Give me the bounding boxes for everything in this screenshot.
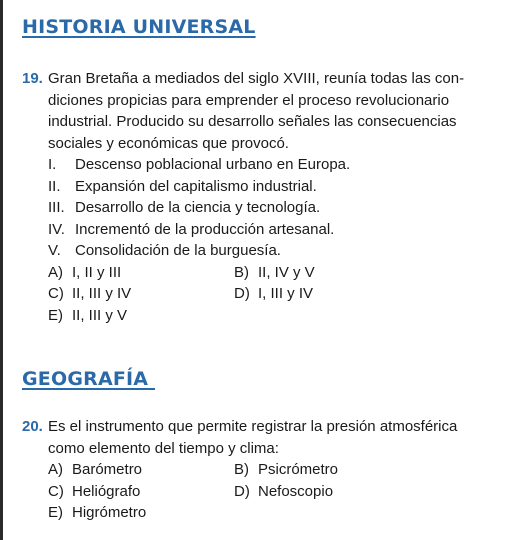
answer-option-a[interactable] [48, 459, 234, 481]
answer-option-d[interactable] [234, 481, 420, 503]
option-text: Nefoscopio [258, 482, 334, 500]
statement-numeral: IV. [48, 220, 65, 238]
answer-option-b[interactable] [234, 459, 420, 481]
statement-text: Descenso poblacional urbano en Europa. [75, 156, 351, 173]
statement-list [22, 154, 502, 262]
stem-line: industrial. Producido su desarrollo señales las consecuencias [48, 113, 457, 130]
stem-line: diciones propicias para emprender el proceso revolucionario [48, 91, 450, 109]
statement-numeral: III. [48, 199, 65, 216]
statement-item [22, 219, 502, 241]
statement-item [22, 240, 502, 262]
option-text: I, II y III [72, 263, 122, 281]
option-letter: C) [48, 482, 64, 500]
answer-option-d[interactable] [234, 283, 420, 305]
answer-option-b[interactable] [234, 262, 420, 284]
question-number: 19. [22, 70, 43, 87]
option-letter: D) [234, 285, 250, 302]
statement-item [22, 176, 502, 198]
option-letter: B) [234, 263, 249, 281]
statement-text: Incrementó de la producción artesanal. [75, 220, 335, 238]
question-19 [22, 68, 502, 326]
option-letter: A) [48, 461, 63, 478]
option-letter: C) [48, 285, 64, 302]
option-text: II, IV y V [258, 263, 315, 281]
answer-option-c[interactable] [48, 283, 234, 305]
left-margin-rule [0, 0, 3, 540]
option-text: Heliógrafo [72, 482, 141, 500]
statement-text: Desarrollo de la ciencia y tecnología. [75, 199, 321, 216]
answer-option-c[interactable] [48, 481, 234, 503]
statement-numeral: V. [48, 242, 61, 259]
statement-item [22, 154, 502, 176]
stem-line: Es el instrumento que permite registrar la presión atmosférica [48, 418, 458, 435]
section-title-geografia: GEOGRAFÍA [22, 368, 156, 390]
answer-options [22, 459, 502, 524]
stem-line: Gran Bretaña a mediados del siglo XVIII, reunía todas las con- [48, 70, 465, 87]
option-text: Barómetro [72, 461, 143, 478]
answer-option-a[interactable] [48, 262, 234, 284]
answer-option-e[interactable] [48, 502, 234, 524]
statement-numeral: II. [48, 177, 61, 195]
option-letter: A) [48, 263, 63, 281]
option-letter: B) [234, 461, 249, 478]
section-title-historia: HISTORIA UNIVERSAL [22, 16, 256, 38]
option-letter: E) [48, 306, 63, 324]
question-stem [22, 416, 502, 459]
statement-text: Consolidación de la burguesía. [75, 242, 281, 259]
option-text: I, III y IV [258, 285, 314, 302]
question-20 [22, 416, 502, 524]
answer-options [22, 262, 502, 327]
statement-text: Expansión del capitalismo industrial. [75, 177, 317, 195]
stem-line: sociales y económicas que provocó. [48, 134, 289, 152]
option-text: Psicrómetro [258, 461, 339, 478]
option-letter: D) [234, 482, 250, 500]
statement-numeral: I. [48, 156, 57, 173]
option-text: II, III y V [72, 306, 128, 324]
question-number: 20. [22, 418, 43, 435]
question-stem [22, 68, 502, 154]
answer-option-e[interactable] [48, 305, 234, 327]
statement-item [22, 197, 502, 219]
option-letter: E) [48, 504, 63, 521]
stem-line: como elemento del tiempo y clima: [48, 439, 279, 457]
option-text: II, III y IV [72, 285, 132, 302]
option-text: Higrómetro [72, 504, 147, 521]
